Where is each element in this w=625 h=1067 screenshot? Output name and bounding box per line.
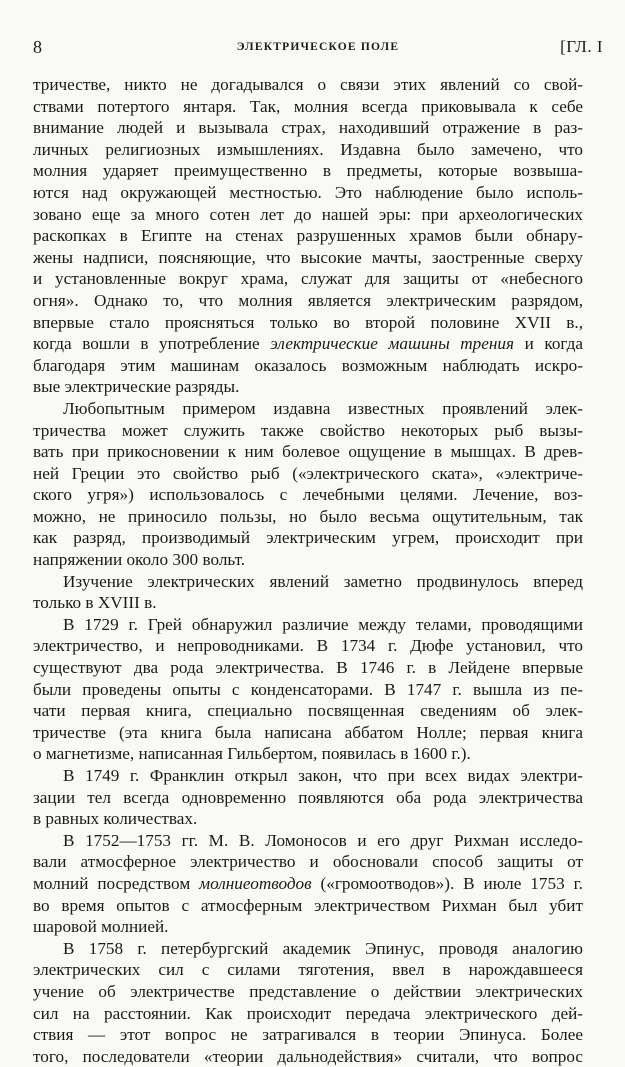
text-line: чати первая книга, специально посвященная сведениям об элек- [33,701,583,721]
text-line: вать при прикосновении к ним болевое ощущение в мышцах. В древ- [33,442,583,462]
emphasized-term: молниеотводов [199,873,312,893]
text-line: существуют два рода электричества. В 1746 г. в Лейдене впервые [33,658,583,678]
text-line: в равных количествах. [33,809,198,829]
text-line: В 1749 г. Франклин открыл закон, что при всех видах электри- [63,766,583,785]
text-line: зовано еще за много сотен лет до нашей эры: при археологических [33,204,583,224]
running-header [33,37,603,59]
text-line: зации тел всегда одновременно появляются оба рода электричества [33,787,583,807]
emphasized-term: электрические машины трения [270,334,515,354]
text-line: ются над окружающей местностью. Это наблюдение было исполь- [33,182,583,202]
running-title: ЭЛЕКТРИЧЕСКОЕ ПОЛЕ [236,41,400,53]
text-line: жены надписи, поясняющие, что высокие мачты, заостренные сверху [33,247,583,267]
text-line: личных религиозных измышлениях. Издавна было замечено, что [33,139,583,159]
text-line: ствия — этот вопрос не затрагивался в теории Эпинуса. Более [33,1025,583,1045]
text-line: того, последователи «теории дальнодействия» считали, что вопрос [33,1046,583,1066]
text-line: как разряд, производимый электрическим угрем, происходит при [33,528,583,548]
text-segment: («громоотводов»). В июле 1753 г. [311,873,583,893]
text-line: тричестве, никто не догадывался о связи этих явлений со свой- [33,75,583,94]
text-line: впервые стало проясняться только во второй половине XVII в., [33,312,583,332]
text-line: ствами потертого янтаря. Так, молния всегда приковывала к себе [33,96,583,116]
text-line: ского угря») использовалось с лечебными целями. Лечение, воз- [33,485,583,505]
text-line: шаровой молнией. [33,917,169,937]
text-line: во время опытов с атмосферным электричеством Рихман был убит [33,895,583,915]
text-line: молния ударяет преимущественно в предметы, которые возвыша- [33,161,583,181]
body-text [33,74,583,1067]
text-line: вали атмосферное электричество и обосновали способ защиты от [33,852,583,872]
text-line: были проведены опыты с конденсаторами. В 1747 г. вышла из пе- [33,679,583,699]
text-line: учение об электричестве представление о действии электрических [33,981,583,1001]
text-line [33,333,583,355]
text-line: тричестве (эта книга была написана аббатом Нолле; первая книга [33,722,583,742]
text-line: сил на расстоянии. Как происходит передача электрического дей- [33,1003,583,1023]
page-number: 8 [33,37,42,57]
text-line: Изучение электрических явлений заметно продвинулось вперед [63,571,583,591]
text-line: В 1752—1753 гг. М. В. Ломоносов и его друг Рихман исследо- [63,830,583,850]
text-line: и установленные вокруг храма, служат для защиты от «небесного [33,269,583,289]
text-line: напряжении около 300 вольт. [33,550,246,570]
text-line: можно, не приносило пользы, но было весьма ощутительным, так [33,506,583,526]
text-line: электричество, и непроводниками. В 1734 г. Дюфе установил, что [33,636,583,656]
text-line: только в XVIII в. [33,593,157,613]
text-line: огня». Однако то, что молния является электрическим разрядом, [33,290,583,310]
text-line: В 1729 г. Грей обнаружил различие между телами, проводящими [63,614,583,634]
text-line: о магнетизме, написанная Гильбертом, появилась в 1600 г.). [33,744,471,764]
text-line: Любопытным примером издавна известных проявлений элек- [63,398,583,418]
text-line: В 1758 г. петербургский академик Эпинус, проводя аналогию [63,938,583,958]
text-segment: когда вошли в употребление [33,334,271,354]
text-line: благодаря этим машинам оказалось возможным наблюдать искро- [33,355,583,375]
text-segment: молний посредством [33,873,200,893]
chapter-label: [ГЛ. I [560,37,603,56]
text-line: раскопках в Египте на стенах разрушенных храмов были обнару- [33,226,583,246]
text-line: ней Греции это свойство рыб («электрического ската», «электриче- [33,463,583,483]
text-segment: и когда [514,334,583,354]
text-line: вые электрические разряды. [33,377,240,397]
text-line: тричества может служить также свойство некоторых рыб вызы- [33,420,583,440]
text-line [33,873,583,895]
text-line: электрических сил с силами тяготения, ввел в нарождавшееся [33,960,583,980]
text-line: внимание людей и вызывала страх, находивший отражение в раз- [33,118,583,138]
